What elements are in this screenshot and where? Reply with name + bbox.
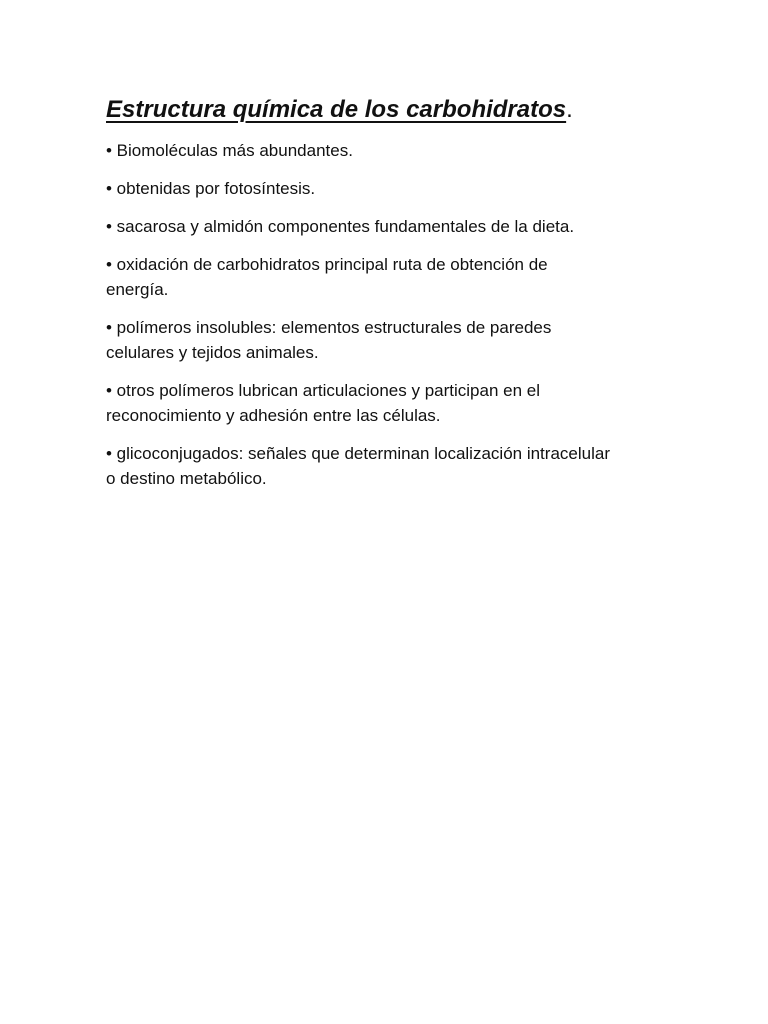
bullet-item: • sacarosa y almidón componentes fundamentales de la dieta. — [106, 217, 575, 236]
bullet-item: • oxidación de carbohidratos principal ruta de obtención de energía. — [106, 255, 548, 299]
bullet-item: • glicoconjugados: señales que determinan localización intracelular o destino metabólico. — [106, 444, 610, 488]
bullet-list — [106, 138, 666, 491]
document-title-period: . — [566, 96, 573, 123]
document-title-text: Estructura química de los carbohidratos — [106, 96, 567, 123]
document-title — [106, 94, 666, 126]
bullet-item: • Biomoléculas más abundantes. — [106, 141, 353, 160]
bullet-item: • obtenidas por fotosíntesis. — [106, 179, 316, 198]
bullet-item: • polímeros insolubles: elementos estructurales de paredes celulares y tejidos animales. — [106, 318, 552, 362]
bullet-item: • otros polímeros lubrican articulaciones y participan en el reconocimiento y adhesión entre las células. — [106, 381, 540, 425]
document-content — [106, 94, 666, 504]
